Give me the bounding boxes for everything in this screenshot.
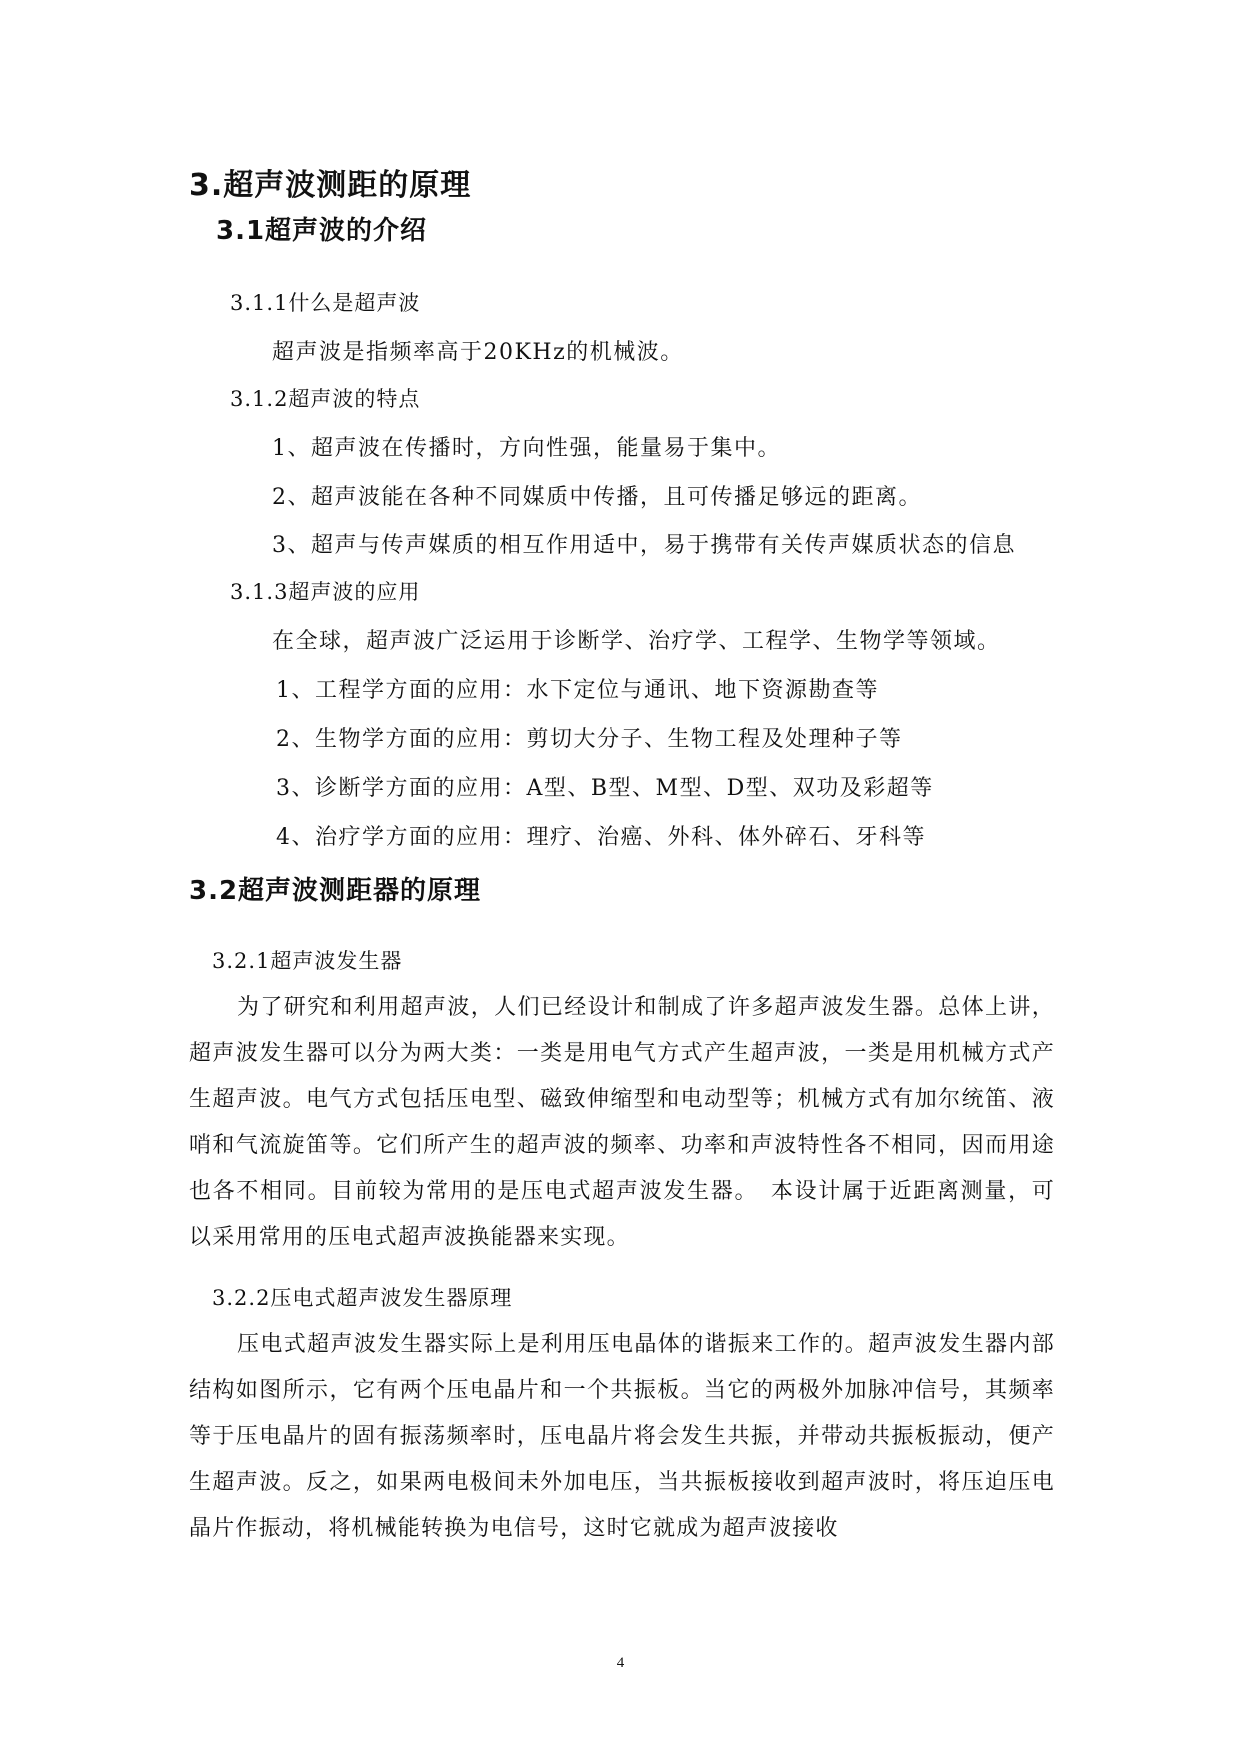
list-item: 1、超声波在传播时，方向性强，能量易于集中。: [272, 436, 781, 461]
subsection-3-2-2-title: 3.2.2压电式超声波发生器原理: [212, 1286, 513, 1310]
subsection-3-1-3-intro: 在全球，超声波广泛运用于诊断学、治疗学、工程学、生物学等领域。: [272, 629, 1001, 654]
list-item: 3、诊断学方面的应用：A型、B型、M型、D型、双功及彩超等: [276, 776, 934, 801]
list-item: 2、超声波能在各种不同媒质中传播，且可传播足够远的距离。: [272, 485, 922, 510]
section-3-2-title: 3.2超声波测距器的原理: [189, 876, 482, 906]
subsection-3-2-2-paragraph: 压电式超声波发生器实际上是利用压电晶体的谐振来工作的。超声波发生器内部结构如图所示，它有两个压电晶片和一个共振板。当它的两极外加脉冲信号，其频率等于压电晶片的固有振荡频率时，压电晶片将会发生共振，并带动共振板振动，便产生超声波。反之，如果两电极间未外加电压，当共振板接收到超声波时，将压迫压电晶片作振动，将机械能转换为电信号，这时它就成为超声波接收: [189, 1332, 1055, 1541]
list-item: 1、工程学方面的应用：水下定位与通讯、地下资源勘查等: [276, 678, 879, 703]
subsection-3-1-1-title: 3.1.1什么是超声波: [230, 291, 421, 315]
subsection-3-1-3-title: 3.1.3超声波的应用: [230, 580, 421, 604]
list-item: 4、治疗学方面的应用：理疗、治癌、外科、体外碎石、牙科等: [276, 825, 926, 850]
subsection-3-1-2-title: 3.1.2超声波的特点: [230, 387, 421, 411]
section-3-1-title: 3.1超声波的介绍: [216, 216, 428, 246]
page-number: 4: [616, 1655, 625, 1671]
subsection-3-2-1-title: 3.2.1超声波发生器: [212, 949, 403, 973]
subsection-3-1-1-text: 超声波是指频率高于20KHz的机械波。: [272, 340, 684, 365]
list-item: 3、超声与传声媒质的相互作用适中，易于携带有关传声媒质状态的信息: [272, 533, 1016, 558]
subsection-3-2-1-paragraph: 为了研究和利用超声波，人们已经设计和制成了许多超声波发生器。总体上讲，超声波发生器可以分为两大类：一类是用电气方式产生超声波，一类是用机械方式产生超声波。电气方式包括压电型、磁致伸缩型和电动型等；机械方式有加尔统笛、液哨和气流旋笛等。它们所产生的超声波的频率、功率和声波特性各不相同，因而用途也各不相同。目前较为常用的是压电式超声波发生器。 本设计属于近距离测量，可以采用常用的压电式超声波换能器来实现。: [189, 995, 1055, 1250]
list-item: 2、生物学方面的应用：剪切大分子、生物工程及处理种子等: [276, 727, 903, 752]
chapter-title: 3.超声波测距的原理: [189, 168, 472, 203]
